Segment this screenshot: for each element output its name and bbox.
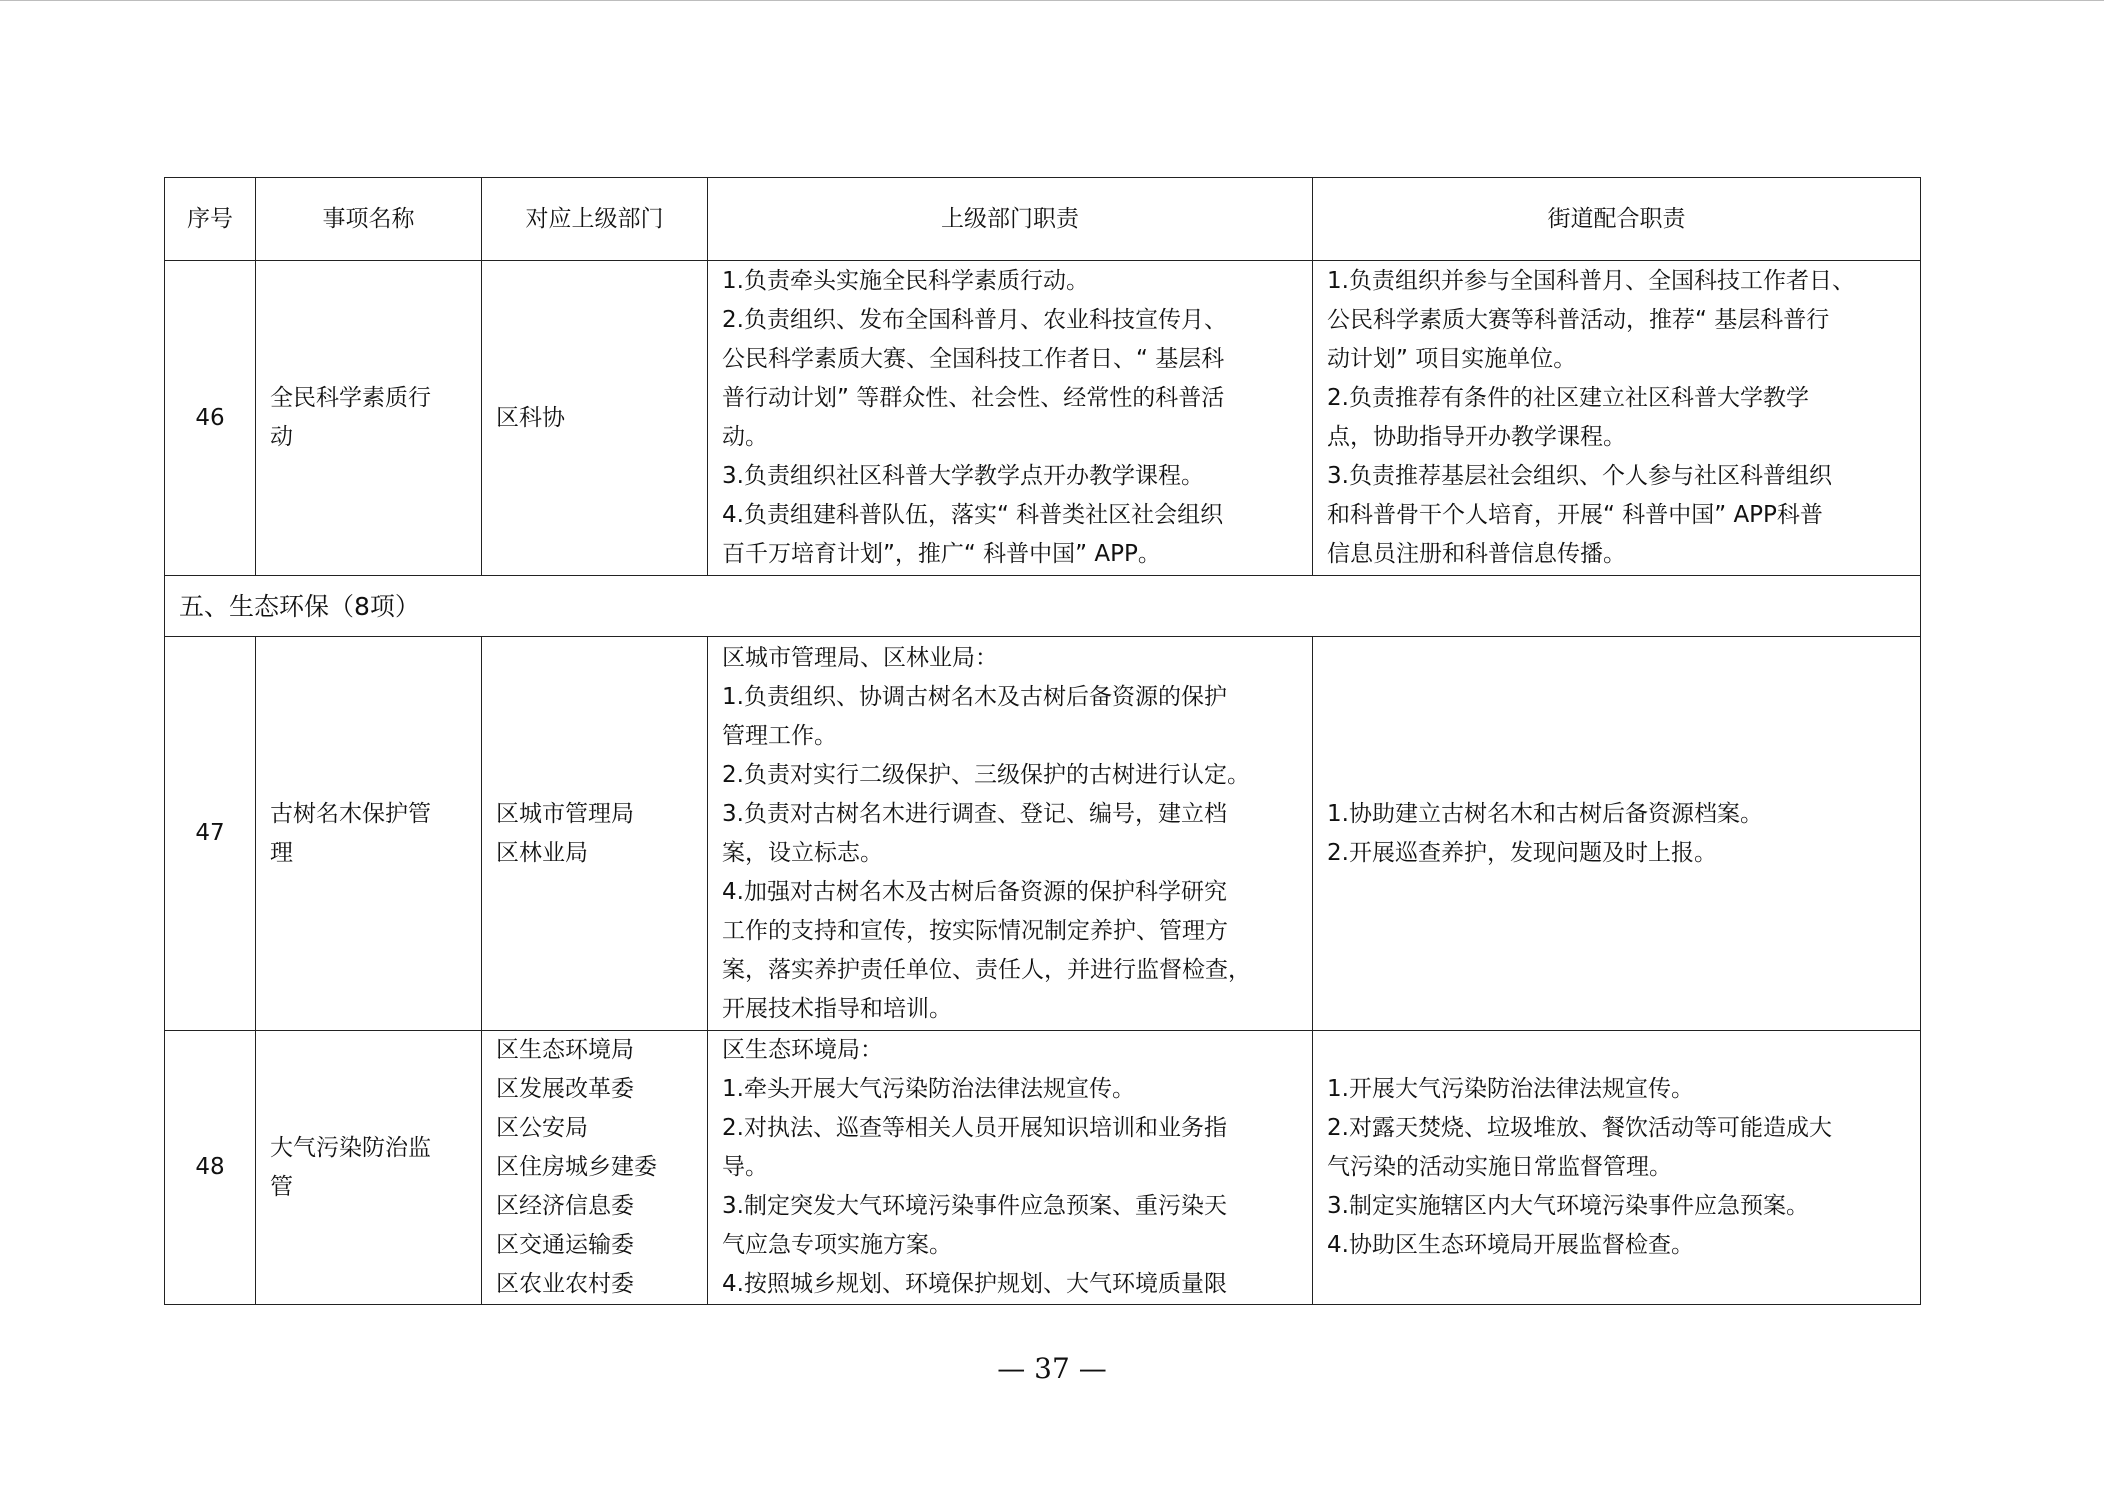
dept-line: 区公安局 [496, 1115, 588, 1141]
row-number: 48 [165, 1031, 256, 1305]
duty-line: 公民科学素质大赛等科普活动，推荐“ 基层科普行 [1327, 307, 1830, 333]
duty-line: 点，协助指导开办教学课程。 [1327, 424, 1626, 450]
dept-line: 区生态环境局 [496, 1037, 634, 1063]
duty-line: 导。 [722, 1154, 768, 1180]
duty-line: 3.制定突发大气环境污染事件应急预案、重污染天 [722, 1193, 1227, 1219]
item-name [256, 1031, 482, 1305]
duty-line: 区生态环境局： [722, 1037, 883, 1063]
duty-line: 案，设立标志。 [722, 839, 883, 866]
duty-line: 3.负责组织社区科普大学教学点开办教学课程。 [722, 463, 1204, 489]
duty-line: 1.负责牵头实施全民科学素质行动。 [722, 268, 1089, 294]
upper-duty-cell [708, 261, 1313, 576]
dept-line: 区科协 [496, 404, 565, 431]
dept-line: 区发展改革委 [496, 1076, 634, 1102]
item-name [256, 637, 482, 1031]
table-row [165, 1031, 1921, 1305]
duty-line: 3.制定实施辖区内大气环境污染事件应急预案。 [1327, 1193, 1809, 1219]
duty-line: 动。 [722, 424, 768, 450]
header-upper-duty: 上级部门职责 [708, 178, 1313, 261]
duty-line: 气应急专项实施方案。 [722, 1232, 952, 1258]
duty-line: 案，落实养护责任单位、责任人，并进行监督检查， [722, 956, 1251, 983]
duty-line: 2.负责对实行二级保护、三级保护的古树进行认定。 [722, 761, 1250, 788]
street-duty-cell [1313, 637, 1921, 1031]
item-name-line: 大气污染防治监 [270, 1134, 431, 1161]
duty-line: 信息员注册和科普信息传播。 [1327, 541, 1626, 567]
duty-line: 4.协助区生态环境局开展监督检查。 [1327, 1232, 1694, 1258]
item-name [256, 261, 482, 576]
header-row [165, 178, 1921, 261]
duty-line: 2.对执法、巡查等相关人员开展知识培训和业务指 [722, 1115, 1227, 1141]
duty-line: 2.负责组织、发布全国科普月、农业科技宣传月、 [722, 307, 1227, 333]
duty-line: 2.负责推荐有条件的社区建立社区科普大学教学 [1327, 385, 1809, 411]
item-name-line: 古树名木保护管 [270, 800, 431, 827]
table-row [165, 637, 1921, 1031]
duty-line: 2.开展巡查养护，发现问题及时上报。 [1327, 839, 1717, 866]
duty-line: 3.负责对古树名木进行调查、登记、编号，建立档 [722, 800, 1227, 827]
item-name-line: 管 [270, 1173, 293, 1200]
dept-cell [482, 261, 708, 576]
duty-line: 1.开展大气污染防治法律法规宣传。 [1327, 1076, 1694, 1102]
duty-line: 管理工作。 [722, 722, 837, 749]
header-dept: 对应上级部门 [482, 178, 708, 261]
duty-line: 公民科学素质大赛、全国科技工作者日、“ 基层科 [722, 346, 1225, 372]
item-name-line: 理 [270, 839, 293, 866]
duty-line: 和科普骨干个人培育，开展“ 科普中国” APP科普 [1327, 502, 1823, 528]
section-row [165, 576, 1921, 637]
duty-line: 2.对露天焚烧、垃圾堆放、餐饮活动等可能造成大 [1327, 1115, 1832, 1141]
duty-line: 开展技术指导和培训。 [722, 995, 952, 1022]
upper-duty-cell [708, 637, 1313, 1031]
item-name-line: 全民科学素质行 [270, 385, 431, 411]
duty-line: 动计划” 项目实施单位。 [1327, 346, 1577, 372]
duty-line: 1.牵头开展大气污染防治法律法规宣传。 [722, 1076, 1135, 1102]
duty-line: 3.负责推荐基层社会组织、个人参与社区科普组织 [1327, 463, 1832, 489]
duty-line: 1.协助建立古树名木和古树后备资源档案。 [1327, 800, 1763, 827]
section-heading: 五、生态环保（8项） [165, 576, 1921, 637]
duty-table [164, 177, 1921, 1305]
dept-cell [482, 637, 708, 1031]
dept-line: 区林业局 [496, 839, 588, 866]
dept-line: 区住房城乡建委 [496, 1154, 657, 1180]
duty-line: 4.负责组建科普队伍，落实“ 科普类社区社会组织 [722, 502, 1224, 528]
duty-line: 普行动计划” 等群众性、社会性、经常性的科普活 [722, 385, 1225, 411]
duty-line: 气污染的活动实施日常监督管理。 [1327, 1154, 1672, 1180]
top-rule [0, 0, 2104, 1]
upper-duty-cell [708, 1031, 1313, 1305]
dept-line: 区经济信息委 [496, 1193, 634, 1219]
dept-line: 区农业农村委 [496, 1271, 634, 1297]
header-name: 事项名称 [256, 178, 482, 261]
header-no: 序号 [165, 178, 256, 261]
item-name-line: 动 [270, 424, 293, 450]
duty-line: 工作的支持和宣传，按实际情况制定养护、管理方 [722, 917, 1228, 944]
duty-line: 4.按照城乡规划、环境保护规划、大气环境质量限 [722, 1271, 1227, 1297]
duty-line: 区城市管理局、区林业局： [722, 644, 998, 671]
dept-line: 区城市管理局 [496, 800, 634, 827]
duty-line: 百千万培育计划”，推广“ 科普中国” APP。 [722, 541, 1161, 567]
row-number: 47 [165, 637, 256, 1031]
header-street-duty: 街道配合职责 [1313, 178, 1921, 261]
dept-line: 区交通运输委 [496, 1232, 634, 1258]
duty-line: 4.加强对古树名木及古树后备资源的保护科学研究 [722, 878, 1227, 905]
duty-line: 1.负责组织、协调古树名木及古树后备资源的保护 [722, 683, 1227, 710]
table-row [165, 261, 1921, 576]
page-number: — 37 — [997, 1352, 1107, 1385]
street-duty-cell [1313, 1031, 1921, 1305]
row-number: 46 [165, 261, 256, 576]
duty-line: 1.负责组织并参与全国科普月、全国科技工作者日、 [1327, 268, 1855, 294]
dept-cell [482, 1031, 708, 1305]
street-duty-cell [1313, 261, 1921, 576]
